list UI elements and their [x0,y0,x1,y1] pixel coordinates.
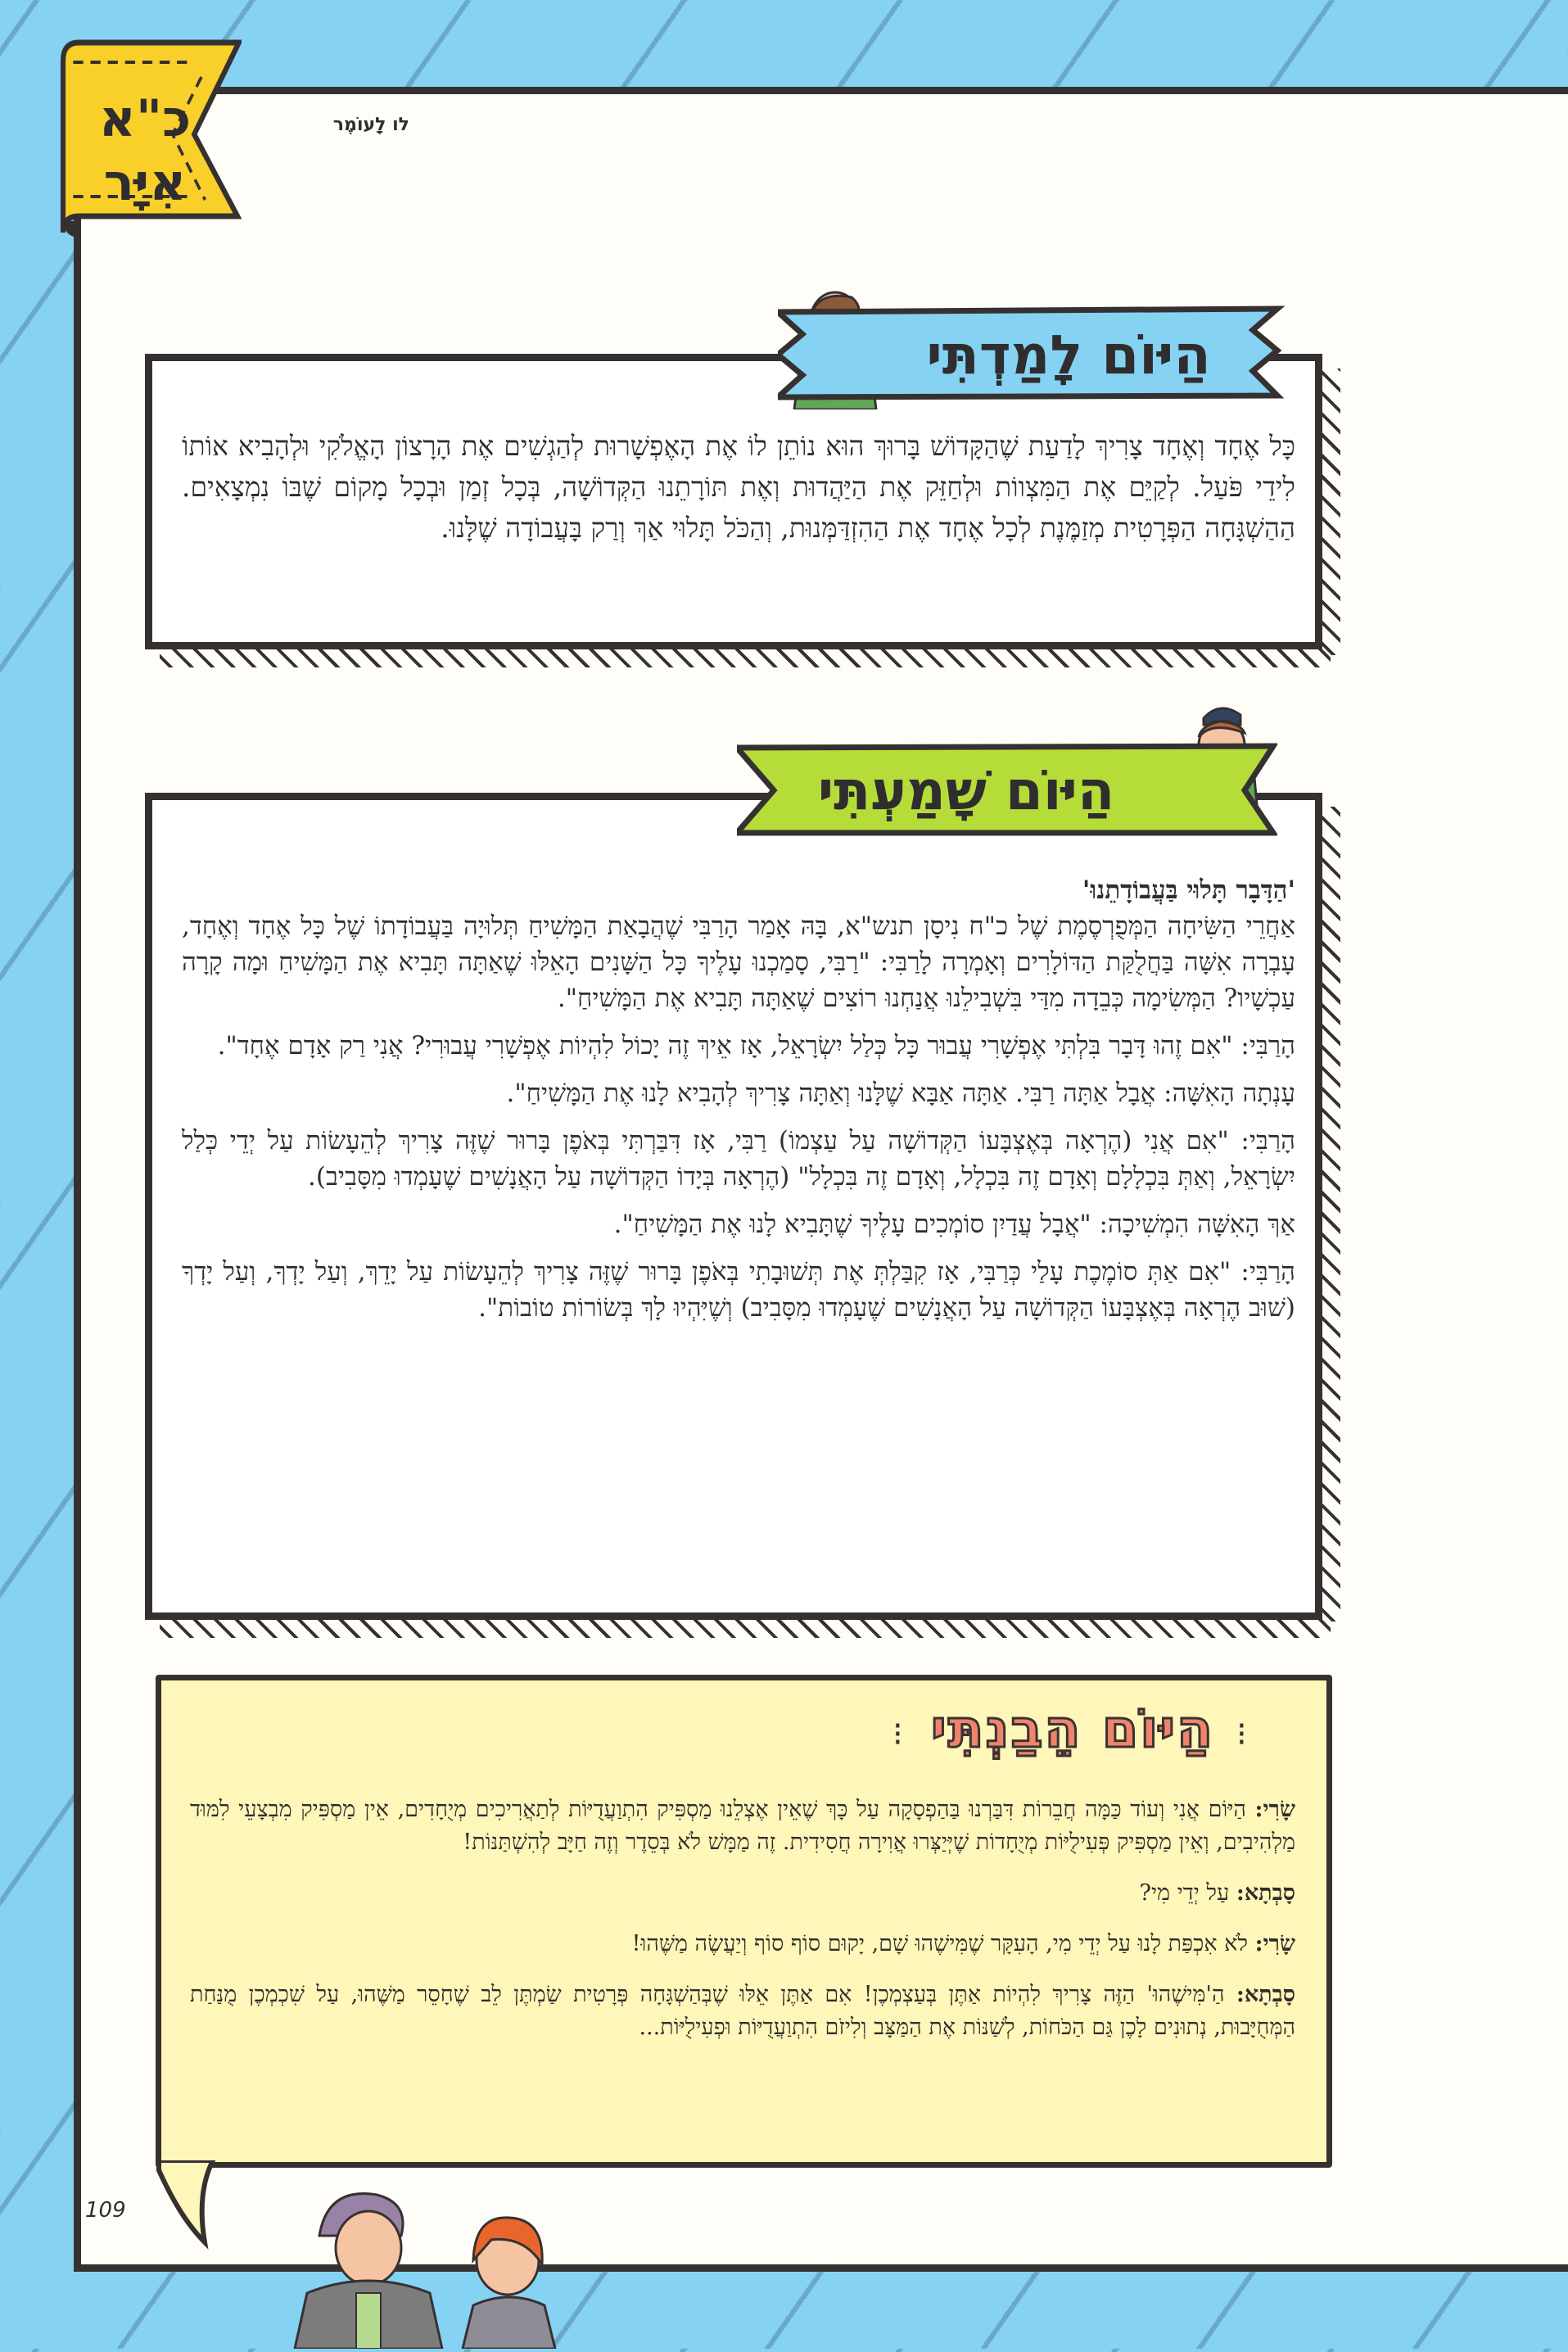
speech-bubble-tail-icon [156,2160,221,2250]
box-shadow-hatch [160,649,1331,667]
sparkle-icon: ⁝ [1236,1716,1247,1753]
speaker-name: סָבְתָא: [1236,1880,1295,1906]
date-day: כ"א [98,88,192,148]
dialogue-line [190,1979,1295,2044]
heard-text [182,872,1295,1337]
box-shadow-hatch [160,1620,1331,1638]
speaker-name: שָׂרִי: [1254,1931,1295,1956]
dialogue-text: הַ'מִּישֶׁהוּ' הַזֶּה צָרִיךְ לִהְיוֹת אַתֶּן בְּעַצְמְכֶן! אִם אַתֶּן אֵלּוּ שֶׁבְּהַשְׁגָּחָה פְּרָטִית שַׂמְתֶּן לֵב שֶׁחָסֵר מַשֶּׁהוּ, עַל שִׁכְמְכֶן מֻנַּחַת הַמְּחֻיָּבוּת, נְתוּנִים לָכֶן גַּם הַכֹּחוֹת, לְשַׁנּוֹת אֶת הַמַּצָּב וְלִיזֹם הִתְוַעֲדֻיּוֹת וּפְעִילֻיּוֹת... [190,1982,1295,2040]
box-shadow-hatch [1322,807,1340,1622]
box-shadow-hatch [1322,369,1340,655]
paragraph: הָרַבִּי: "אִם זֶהוּ דָּבָר בִּלְתִּי אֶפְשָׁרִי עֲבוּר כָּל כְּלַל יִשְׂרָאֵל, אָז אֵיךְ זֶה יָכוֹל לִהְיוֹת אֶפְשָׁרִי עֲבוּרִי? אֲנִי רַק אָדָם אֶחָד". [217,1031,1295,1061]
learned-text [182,426,1295,549]
paragraph: כָּל אֶחָד וְאֶחָד צָרִיךְ לָדַעַת שֶׁהַקָּדוֹשׁ בָּרוּךְ הוּא נוֹתֵן לוֹ אֶת הָאֶפְשָׁרוּת לְהַגְשִׁים אֶת הָרָצוֹן הָאֱלֹקִי וּלְהָבִיא אוֹתוֹ לִידֵי פֹּעַל. לְקַיֵּם אֶת הַמִּצְווֹת וּלְחַזֵּק אֶת הַיַּהֲדוּת וְאֶת תּוֹרָתֵנוּ הַקְּדוֹשָׁה, בְּכָל זְמַן וּבְכָל מָקוֹם שֶׁבּוֹ נִמְצָאִים. הַהַשְׁגָּחָה הַפְּרָטִית מְזַמֶּנֶת לְכָל אֶחָד אֶת הַהִזְדַּמְּנוּת, וְהַכֹּל תָּלוּי אַךְ וְרַק בָּעֲבוֹדָה שֶׁלָּנוּ. [182,430,1295,544]
paragraph: הָרַבִּי: "אִם אֲנִי (הֶרְאָה בְּאֶצְבָּעוֹ הַקְּדוֹשָׁה עַל עַצְמוֹ) רַבִּי, אָז דִּבַּרְתִּי בְּאֹפֶן בָּרוּר שֶׁזֶּה צָרִיךְ לְהֵעָשׂוֹת עַל יְדֵי כְּלַל יִשְׂרָאֵל, וְאַתְּ בִּכְלָלָם וְאָדָם זֶה בִּכְלָל, וְאָדָם זֶה בִּכְלָל" (הֶרְאָה בְּיָדוֹ הַקְּדוֹשָׁה עַל הָאֲנָשִׁים שֶׁעָמְדוּ מִסָּבִיב). [182,1126,1295,1192]
dialogue-text: עַל יְדֵי מִי? [1139,1880,1230,1906]
dialogue-line [190,1793,1295,1859]
dialogue-line [190,1877,1295,1910]
dialogue-line [190,1928,1295,1961]
paragraph: אַחֲרֵי הַשִּׂיחָה הַמְּפֻרְסֶמֶת שֶׁל כ"ח נִיסָן תנש"א, בָּהּ אָמַר הָרַבִּי שֶׁהֲבָאַת הַמָּשִׁיחַ תְּלוּיָה בַּעֲבוֹדָתוֹ שֶׁל כָּל אֶחָד וְאֶחָד, עָבְרָה אִשָּׁה בַּחֲלֻקַּת הַדּוֹלָרִים וְאָמְרָה לָרַבִּי: "רַבִּי, סָמַכְנוּ עָלֶיךָ כָּל הַשָּׁנִים הָאֵלּוּ שֶׁאַתָּה תָּבִיא אֶת הַמָּשִׁיחַ וּמָה קָרָה עַכְשָׁיו? הַמְּשִׂימָה כְּבֵדָה מִדַּי בִּשְׁבִילֵנוּ אֲנַחְנוּ רוֹצִים שֶׁאַתָּה תָּבִיא אֶת הַמָּשִׁיחַ". [182,911,1295,1013]
learned-banner [778,305,1286,405]
dialogue-text: הַיּוֹם אֲנִי וְעוֹד כַּמָּה חֲבֵרוֹת דִּבַּרְנוּ בַּהַפְסָקָה עַל כָּךְ שֶׁאֵין אֶצְלֵנוּ מַסְפִּיק הִתְוַעֲדֻיּוֹת לְתַאֲרִיכִים מְיֻחָדִים, אֵין מַסְפִּיק מִבְצָעֵי לִמּוּד מַלְהִיבִים, וְאֵין מַסְפִּיק פְּעִילֻיּוֹת מְיֻחָדוֹת שֶׁיְּיַצְּרוּ אֲוִירָה חֲסִידִית. זֶה מַמָּשׁ לֹא בְּסֵדֶר וְזֶה חַיָּב לְהִשְׁתַּנּוֹת! [190,1797,1295,1855]
section-title: הַיּוֹם שָׁמַעְתִּי [817,759,1115,822]
date-label [84,87,206,215]
paragraph: עָנְתָה הָאִשָּׁה: אֲבָל אַתָּה רַבִּי. אַתָּה אַבָּא שֶׁלָּנוּ וְאַתָּה צָרִיךְ לְהָבִיא לָנוּ אֶת הַמָּשִׁיחַ". [506,1079,1295,1108]
running-head: לו לָעוֹמֶר [332,115,409,135]
page-number: 109 [85,2198,126,2223]
date-tag [57,36,242,237]
paragraph: הָרַבִּי: "אִם אַתְּ סוֹמֶכֶת עָלַי כְּרַבִּי, אָז קִבַּלְתְּ אֶת תְּשׁוּבָתִי בְּאֹפֶן בָּרוּר שֶׁזֶּה צָרִיךְ לְהֵעָשׂוֹת עַל יָדֵךְ, וְעַל יָדְךָ, וְעַל יָדְךָ (שׁוּב הֶרְאָה בְּאֶצְבָּעוֹ הַקְּדוֹשָׁה עַל הָאֲנָשִׁים שֶׁעָמְדוּ מִסָּבִיב) וְשֶׁיִּהְיוּ לָךְ בְּשׂוֹרוֹת טוֹבוֹת". [182,1257,1295,1323]
paragraph: אַךְ הָאִשָּׁה הִמְשִׁיכָה: "אֲבָל עֲדַיִן סוֹמְכִים עָלֶיךָ שֶׁתָּבִיא לָנוּ אֶת הַמָּשִׁיחַ". [613,1210,1295,1239]
section-title: הַיּוֹם לָמַדְתִּי [926,323,1211,387]
story-subheading: 'הַדָּבָר תָּלוּי בַּעֲבוֹדָתֵנוּ' [1082,875,1295,905]
heard-banner [737,741,1277,839]
date-month: אִיָּר [103,152,187,212]
speaker-name: שָׂרִי: [1254,1797,1295,1822]
grandmother-and-girl-illustration [278,2170,606,2349]
understood-text [190,1793,1295,2062]
sparkle-icon: ⁝ [892,1716,903,1753]
section-title: הַיּוֹם הֵבַנְתִּי [930,1699,1215,1760]
speaker-name: סָבְתָא: [1236,1982,1295,2007]
dialogue-text: לֹא אִכְפַּת לָנוּ עַל יְדֵי מִי, הָעִקָּר שֶׁמִּישֶׁהוּ שָׁם, יָקוּם סוֹף סוֹף וְיַעֲשֶׂה מַשֶּׁהוּ! [631,1931,1248,1956]
